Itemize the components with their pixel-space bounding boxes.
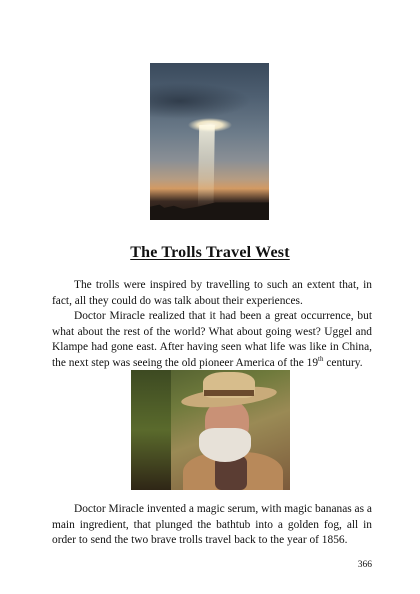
- sky-sunbeam-photo: [150, 63, 269, 220]
- paragraph-2-tail: century.: [323, 356, 363, 369]
- cowboy-man-photo: [131, 370, 290, 490]
- paragraph-1-text: The trolls were inspired by travelling to such an extent that, in fact, all they could do was talk about their experiences.: [52, 279, 372, 307]
- page-number: 366: [357, 560, 372, 570]
- paragraph-1: [52, 278, 372, 309]
- cloud-shape: [150, 81, 269, 121]
- paragraph-2: [52, 309, 372, 371]
- paragraph-3: [52, 502, 372, 549]
- tree-background: [131, 370, 171, 490]
- sunbeam-shape: [194, 125, 220, 207]
- page-title: The Trolls Travel West: [130, 244, 290, 261]
- superscript-th: th: [318, 354, 324, 363]
- paragraph-2-text: Doctor Miracle realized that it had been a great occurrence, but what about the rest of the world? What about going west? Uggel and Klampe had gone east. After having seen what life was like in China, the next step was seeing the old pioneer America of the 19: [52, 310, 372, 369]
- hat-band-shape: [204, 390, 254, 396]
- beard-shape: [199, 428, 251, 462]
- paragraph-3-text: Doctor Miracle invented a magic serum, with magic bananas as a main ingredient, that plunged the bathtub into a golden fog, all in order to send the two brave trolls travel back to the year of 1856.: [52, 503, 372, 547]
